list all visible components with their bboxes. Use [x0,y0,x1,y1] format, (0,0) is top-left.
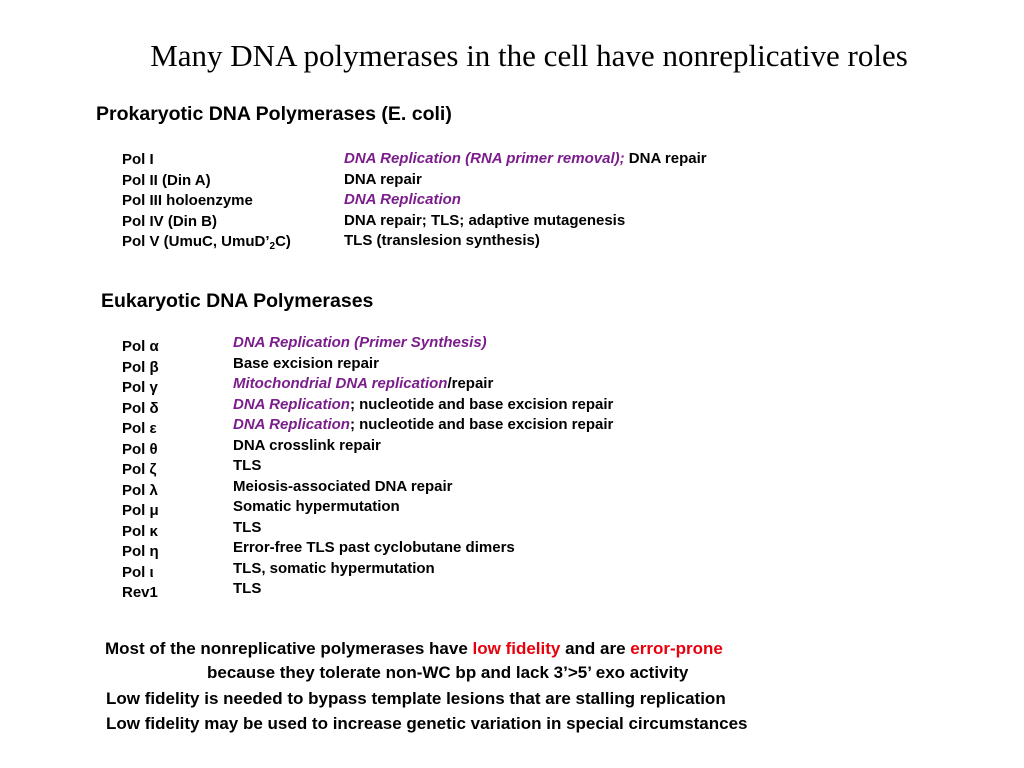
pol-role [233,354,613,375]
footer-text: Most of the nonreplicative polymerases have [105,639,473,658]
pol-role [344,190,707,211]
role-plain: ; nucleotide and base excision repair [349,416,614,433]
highlight-low-fidelity: low fidelity [472,639,561,658]
pol-role [233,579,613,600]
pol-role [233,395,613,416]
role-plain: Error-free TLS past cyclobutane dimers [233,539,515,556]
role-plain: ; nucleotide and base excision repair [349,395,614,413]
prokaryotic-roles [344,149,707,252]
footer-text: and are [560,639,631,658]
role-plain: TLS (translesion synthesis) [344,232,540,249]
prokaryotic-heading: Prokaryotic DNA Polymerases (E. coli) [96,103,452,125]
pol-role [233,415,613,436]
eukaryotic-names [122,337,159,604]
role-plain: DNA repair; TLS; adaptive mutagenesis [344,211,626,229]
pol-name: Pol ε [122,420,157,437]
pol-name-sub: 2 [269,241,276,252]
role-plain: TLS [233,518,262,536]
pol-name-main: Pol V (UmuC, UmuD’ [122,233,270,250]
role-italic: DNA Replication [233,416,350,433]
pol-name: Pol I [122,151,154,168]
pol-name: Pol ζ [122,461,157,478]
pol-name: Pol β [122,358,159,376]
footer-line-1 [105,639,723,659]
pol-role [233,538,613,559]
role-plain: TLS [233,457,262,474]
role-italic: DNA Replication [233,395,350,413]
role-plain: DNA repair [624,150,707,167]
footer-line-2: because they tolerate non-WC bp and lack 3’>5’ exo activity [207,663,689,682]
pol-role [233,374,613,395]
pol-role [344,170,707,191]
pol-role [233,477,613,498]
page-title: Many DNA polymerases in the cell have nonreplicative roles [150,38,908,73]
pol-role [344,211,707,232]
role-plain: Base excision repair [233,354,379,372]
role-italic: DNA Replication (Primer Synthesis) [233,334,487,351]
pol-name: Pol ι [122,563,154,581]
role-plain: DNA crosslink repair [233,436,381,454]
highlight-error-prone: error-prone [630,639,723,658]
role-italic: DNA Replication (RNA primer removal); [344,150,625,167]
role-plain: Meiosis-associated DNA repair [233,477,453,495]
pol-role [233,436,613,457]
pol-name: Pol δ [122,399,159,417]
pol-name: Pol μ [122,502,159,519]
role-plain: Somatic hypermutation [233,498,400,515]
pol-name: Pol α [122,338,159,355]
eukaryotic-heading: Eukaryotic DNA Polymerases [101,290,374,312]
pol-name: Pol η [122,543,159,560]
footer-line-4: Low fidelity may be used to increase genetic variation in special circumstances [106,714,748,733]
prokaryotic-names [122,150,291,253]
role-italic: DNA Replication [344,191,461,208]
eukaryotic-roles [233,333,613,600]
pol-name: Pol II (Din A) [122,171,211,189]
role-plain: TLS [233,580,262,597]
pol-role [233,333,613,354]
footer-line-3: Low fidelity is needed to bypass template lesions that are stalling replication [106,689,726,708]
pol-name: Pol κ [122,522,158,540]
pol-name: Pol λ [122,481,158,499]
pol-role [233,559,613,580]
pol-role [233,497,613,518]
pol-name: Pol IV (Din B) [122,212,217,230]
pol-role [233,518,613,539]
role-plain: DNA repair [344,170,422,188]
role-italic: Mitochondrial DNA replication [233,375,448,392]
pol-role [344,231,707,252]
pol-name: Pol θ [122,440,158,458]
pol-name-end: C) [275,233,291,250]
pol-name: Rev1 [122,584,158,601]
pol-name: Pol III holoenzyme [122,192,253,209]
pol-role [233,456,613,477]
pol-name [122,232,291,253]
role-plain: /repair [447,375,494,392]
role-plain: TLS, somatic hypermutation [233,559,435,577]
pol-name: Pol γ [122,379,158,396]
pol-role [344,149,707,170]
